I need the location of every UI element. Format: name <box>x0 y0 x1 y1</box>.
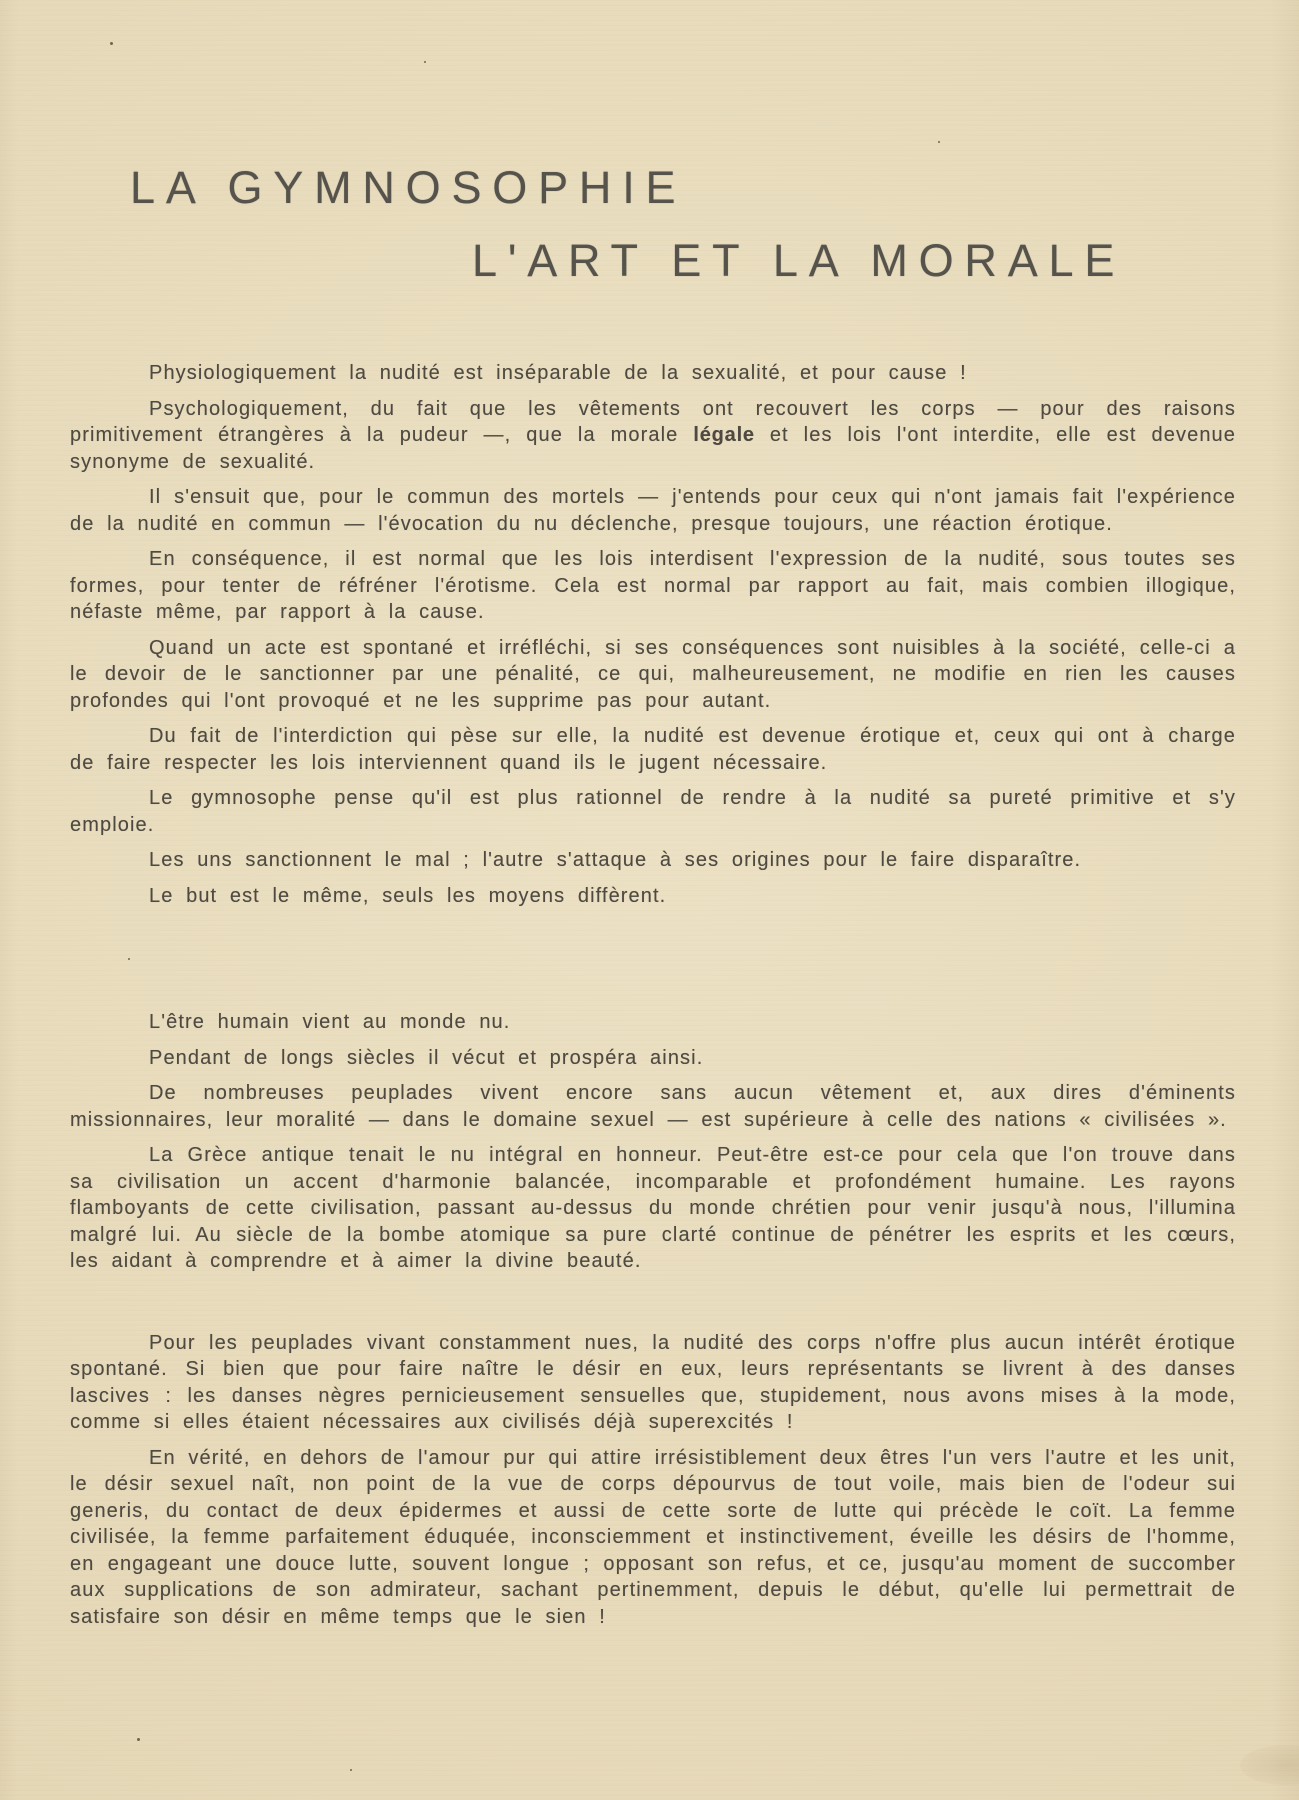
paragraph <box>70 635 1236 715</box>
text-run: Pendant de longs siècles il vécut et prospéra ainsi. <box>149 1046 704 1069</box>
paragraph <box>70 883 1236 910</box>
paragraph <box>70 1142 1236 1275</box>
text-run: En conséquence, il est normal que les lois interdisent l'expression de la nudité, sous toutes ses formes, pour tenter de réfréner l'érotisme. Cela est normal par rapport au fait, mais combien illogique, néfaste même, par rapport à la cause. <box>70 548 1236 623</box>
paper-speck <box>137 1738 140 1741</box>
text-run: Quand un acte est spontané et irréfléchi, si ses conséquences sont nuisibles à la société, celle-ci a le devoir de le sanctionner par une pénalité, ce qui, malheureusement, ne modifie en rien les causes profondes qui l'ont provoqué et ne les supprime pas pour autant. <box>70 636 1236 712</box>
text-run: L'être humain vient au monde nu. <box>149 1011 511 1033</box>
text-run: Physiologiquement la nudité est inséparable de la sexualité, et pour cause ! <box>149 362 967 384</box>
paragraph <box>70 847 1236 874</box>
paragraph <box>70 785 1236 838</box>
paragraph <box>70 1080 1236 1133</box>
text-run: Le gymnosophe pense qu'il est plus rationnel de rendre à la nudité sa pureté primitive et s'y emploie. <box>70 787 1236 836</box>
page-subtitle: L'ART ET LA MORALE <box>472 235 1126 286</box>
text-run: Pour les peuplades vivant constamment nues, la nudité des corps n'offre plus aucun intérêt érotique spontané. Si bien que pour faire naître le désir en eux, leurs représentants se livrent à des danses lascives : les danses nègres pernicieusement sensuelles que, stupidement, nous avons mises à la mode, comme si elles étaient nécessaires aux civilisés déjà superexcités ! <box>70 1331 1236 1433</box>
paper-speck <box>938 141 940 143</box>
text-run: Le but est le même, seuls les moyens diffèrent. <box>149 884 667 907</box>
text-run: Les uns sanctionnent le mal ; l'autre s'attaque à ses origines pour le faire disparaître. <box>149 849 1082 871</box>
paper-speck <box>128 958 130 960</box>
paragraph <box>70 546 1236 626</box>
text-run: Il s'ensuit que, pour le commun des mortels — j'entends pour ceux qui n'ont jamais fait l'expérience de la nudité en commun — l'évocation du nu déclenche, presque toujours, une réaction érotique. <box>70 486 1236 535</box>
paragraph <box>70 1330 1236 1436</box>
section-1 <box>70 360 1236 909</box>
text-run: De nombreuses peuplades vivent encore sans aucun vêtement et, aux dires d'éminents missionnaires, leur moralité — dans le domaine sexuel — est supérieure à celle des nations « civilisées ». <box>70 1082 1236 1131</box>
section-3 <box>70 1330 1236 1631</box>
emphasized-word: légale <box>693 424 755 446</box>
paper-smudge <box>1240 1745 1299 1785</box>
text-run: Psychologiquement, du fait que les vêtements ont recouvert les corps — pour des raisons primitivement étrangères à la pudeur —, que la morale <box>70 397 1236 446</box>
paragraph <box>70 360 1236 387</box>
paragraph <box>70 723 1236 776</box>
text-run: En vérité, en dehors de l'amour pur qui attire irrésistiblement deux êtres l'un vers l'autre et les unit, le désir sexuel naît, non point de la vue de corps dépourvus de tout voile, mais bien de l'odeur sui generis, du contact de deux épidermes et aussi de cette sorte de lutte qui précède le coït. La femme civilisée, la femme parfaitement éduquée, inconsciemment et instinctivement, éveille les désirs de l'homme, en engageant une douce lutte, souvent longue ; opposant son refus, et ce, jusqu'au moment de succomber aux supplications de son admirateur, sachant pertinemment, depuis le début, qu'elle lui permettrait de satisfaire son désir en même temps que le sien ! <box>70 1446 1236 1628</box>
page-title: LA GYMNOSOPHIE <box>130 162 687 213</box>
paragraph <box>70 396 1236 476</box>
text-run: Du fait de l'interdiction qui pèse sur elle, la nudité est devenue érotique et, ceux qui ont à charge de faire respecter les lois interviennent quand ils le jugent nécessaire. <box>70 725 1236 774</box>
paragraph <box>70 1045 1236 1072</box>
paragraph <box>70 1445 1236 1631</box>
paper-speck <box>424 61 426 63</box>
text-run: La Grèce antique tenait le nu intégral en honneur. Peut-être est-ce pour cela que l'on trouve dans sa civilisation un accent d'harmonie balancée, incomparable et profondément humaine. Les rayons flamboyants de cette civilisation, passant au-dessus du monde chrétien pour venir jusqu'à nous, l'illumina malgré lui. Au siècle de la bombe atomique sa pure clarté continue de pénétrer les esprits et les cœurs, les aidant à comprendre et à aimer la divine beauté. <box>70 1144 1236 1272</box>
paragraph <box>70 1009 1236 1036</box>
text-run: et les lois l'ont interdite, elle est devenue synonyme de sexualité. <box>70 424 1236 473</box>
body-text <box>70 360 1236 1630</box>
paper-speck <box>110 42 113 45</box>
section-2 <box>70 1009 1236 1275</box>
paragraph <box>70 484 1236 537</box>
paper-speck <box>350 1769 352 1771</box>
